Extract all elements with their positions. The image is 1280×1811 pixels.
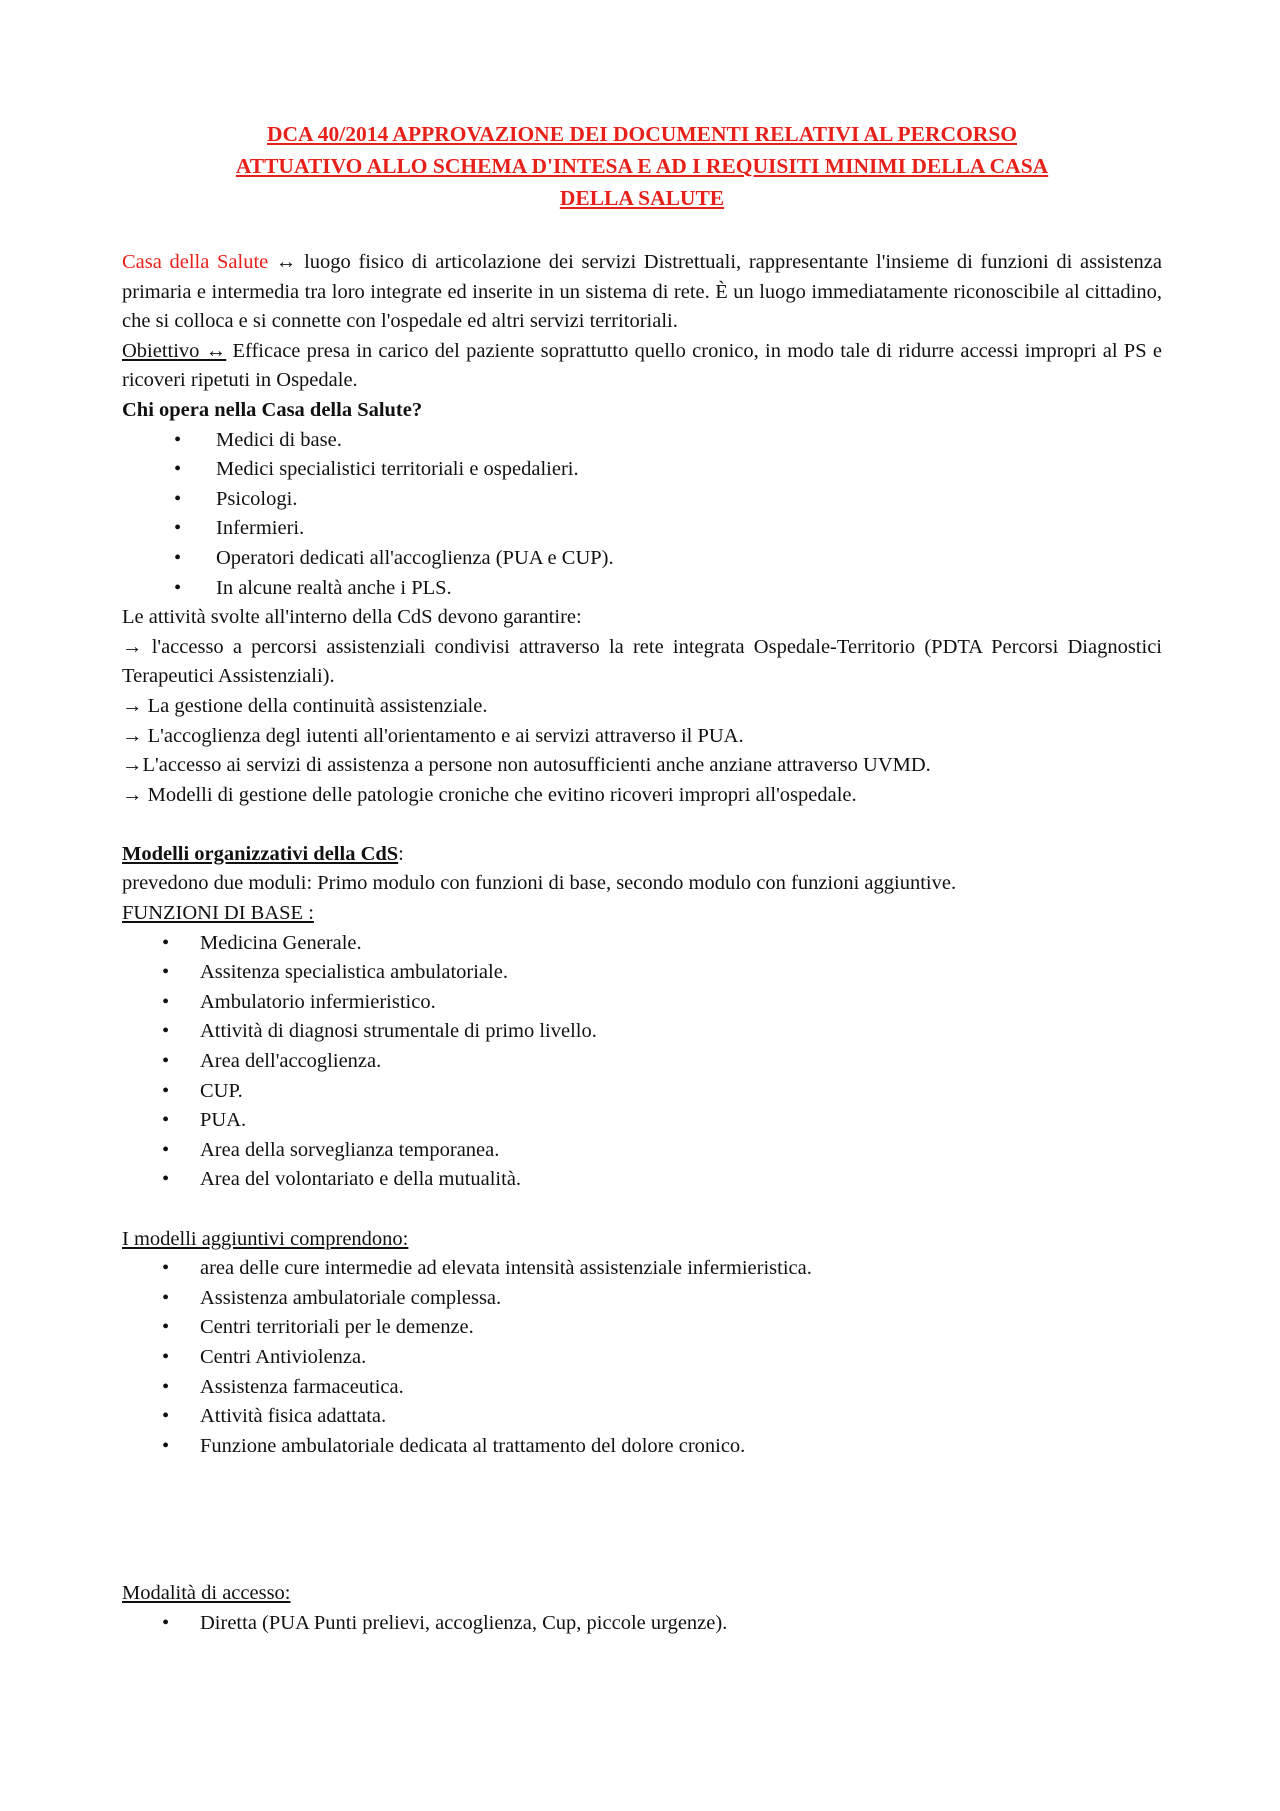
list-item: • Medici di base. [122,426,1162,456]
additional-models-label: I modelli aggiuntivi comprendono: [122,1227,409,1250]
activity-item: → l'accesso a percorsi assistenziali condivisi attraverso la rete integrata Ospedale-Territorio (PDTA Percorsi Diagnostici Terapeutici Assistenziali). [122,635,1162,688]
title-line-3: DELLA SALUTE [559,186,725,210]
list-item: • Area del volontariato e della mutualità. [122,1165,1162,1195]
operators-list [122,426,1162,604]
list-item: • Area della sorveglianza temporanea. [122,1136,1162,1166]
models-heading-line [122,840,1162,870]
models-heading: Modelli organizzativi della CdS [122,842,399,865]
additional-models-list [122,1254,1162,1461]
spacer [122,1195,1162,1225]
operators-heading: Chi opera nella Casa della Salute? [122,398,423,421]
list-item: • Operatori dedicati all'accoglienza (PUA e CUP). [122,544,1162,574]
list-item: • Infermieri. [122,514,1162,544]
objective-paragraph [122,337,1162,396]
activities-intro: Le attività svolte all'interno della CdS devono garantire: [122,606,582,629]
activity-item: →L'accesso ai servizi di assistenza a persone non autosufficienti anche anziane attraverso UVMD. [122,754,931,777]
intro-text: luogo fisico di articolazione dei servizi Distrettuali, rappresentante l'insieme di funzioni di assistenza primaria e intermedia tra loro integrate ed inserite in un sistema di rete. È un luogo immediatamente riconoscibile al cittadino, che si colloca e si connette con l'ospedale ed altri servizi territoriali. [122,251,1162,333]
list-item: • Centri territoriali per le demenze. [122,1313,1162,1343]
activity-item: → Modelli di gestione delle patologie croniche che evitino ricoveri impropri all'ospedale. [122,783,857,806]
intro-paragraph [122,248,1162,337]
title-line-2: ATTUATIVO ALLO SCHEMA D'INTESA E AD I REQUISITI MINIMI DELLA CASA [235,154,1049,178]
list-item: • CUP. [122,1077,1162,1107]
spacer [122,1461,1162,1579]
list-item: • Assistenza ambulatoriale complessa. [122,1284,1162,1314]
list-item: • Attività di diagnosi strumentale di primo livello. [122,1017,1162,1047]
list-item: • Medicina Generale. [122,929,1162,959]
models-heading-suffix: : [398,842,404,865]
activity-item: → L'accoglienza degl iutenti all'orientamento e ai servizi attraverso il PUA. [122,724,744,747]
models-text: prevedono due moduli: Primo modulo con funzioni di base, secondo modulo con funzioni aggiuntive. [122,872,957,895]
list-item: • area delle cure intermedie ad elevata intensità assistenziale infermieristica. [122,1254,1162,1284]
list-item: • In alcune realtà anche i PLS. [122,574,1162,604]
spacer [122,810,1162,840]
list-item: • Assistenza farmaceutica. [122,1373,1162,1403]
document-page [122,118,1162,1639]
intro-arrow: ↔ [268,251,305,273]
list-item: • Centri Antiviolenza. [122,1343,1162,1373]
activity-item: → La gestione della continuità assistenziale. [122,694,488,717]
document-title [122,118,1162,214]
objective-text: Efficace presa in carico del paziente soprattutto quello cronico, in modo tale di ridurre accessi impropri al PS e ricoveri ripetuti in Ospedale. [122,339,1162,392]
base-functions-list [122,929,1162,1195]
list-item: • Medici specialistici territoriali e ospedalieri. [122,455,1162,485]
list-item: • Ambulatorio infermieristico. [122,988,1162,1018]
list-item: • Funzione ambulatoriale dedicata al trattamento del dolore cronico. [122,1432,1162,1462]
list-item: • Attività fisica adattata. [122,1402,1162,1432]
list-item: • Area dell'accoglienza. [122,1047,1162,1077]
base-functions-label: FUNZIONI DI BASE : [122,902,314,925]
list-item: • Psicologi. [122,485,1162,515]
list-item: • Diretta (PUA Punti prelievi, accoglienza, Cup, piccole urgenze). [122,1609,1162,1639]
access-label: Modalità di accesso: [122,1582,291,1605]
access-list [122,1609,1162,1639]
title-line-1: DCA 40/2014 APPROVAZIONE DEI DOCUMENTI RELATIVI AL PERCORSO [266,122,1018,146]
intro-term: Casa della Salute [122,251,269,273]
objective-label: Obiettivo ↔ [122,339,227,362]
list-item: • Assitenza specialistica ambulatoriale. [122,958,1162,988]
list-item: • PUA. [122,1106,1162,1136]
